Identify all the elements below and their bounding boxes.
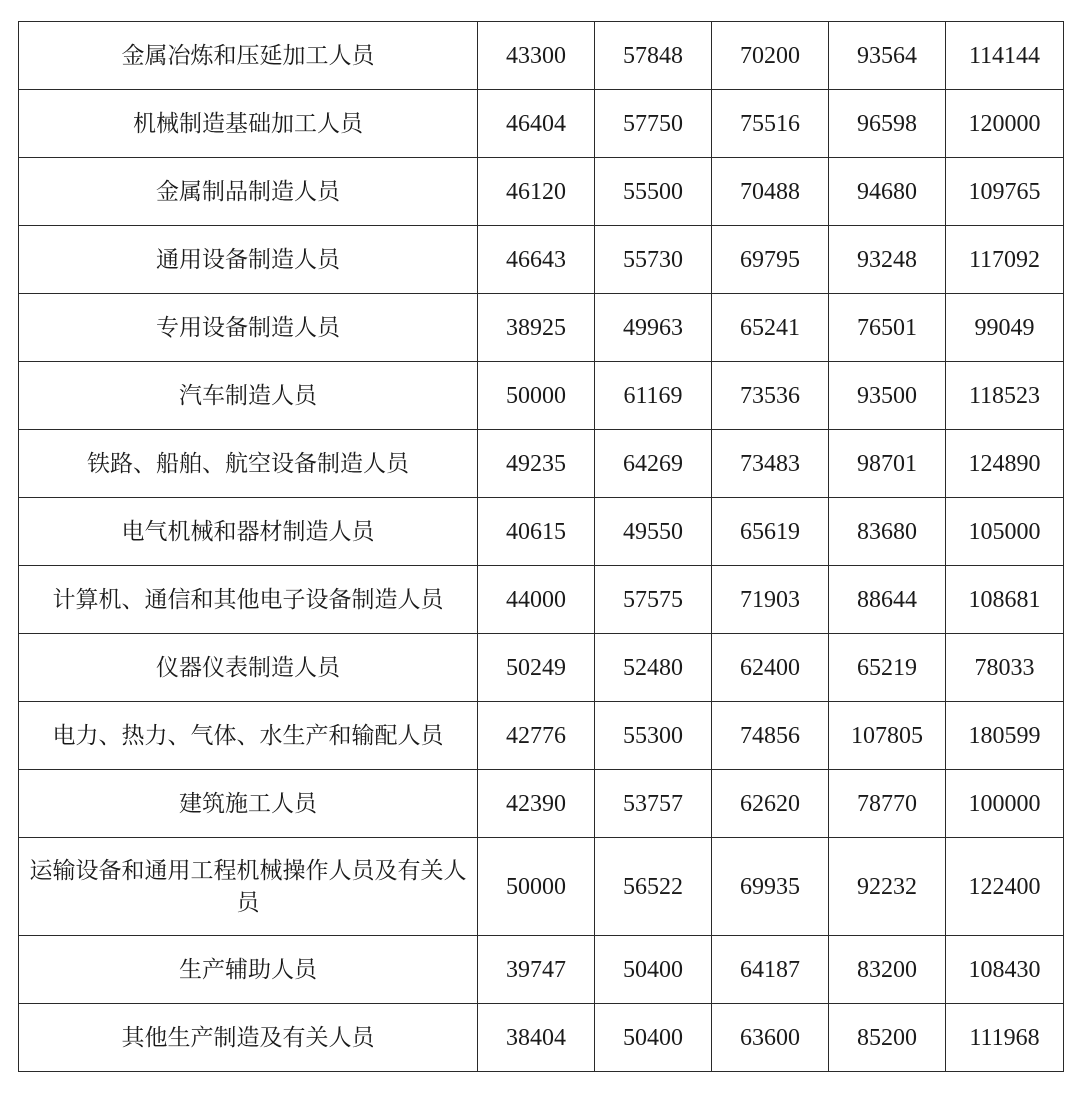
- value-cell: 50400: [595, 936, 712, 1004]
- value-cell: 109765: [946, 158, 1064, 226]
- value-cell: 42776: [478, 702, 595, 770]
- value-cell: 57848: [595, 22, 712, 90]
- value-cell: 55300: [595, 702, 712, 770]
- value-cell: 64269: [595, 430, 712, 498]
- value-cell: 99049: [946, 294, 1064, 362]
- value-cell: 70488: [712, 158, 829, 226]
- occupation-cell: 电气机械和器材制造人员: [19, 498, 478, 566]
- table-row: [19, 838, 1064, 936]
- value-cell: 83200: [829, 936, 946, 1004]
- value-cell: 38404: [478, 1004, 595, 1072]
- value-cell: 46643: [478, 226, 595, 294]
- value-cell: 65241: [712, 294, 829, 362]
- value-cell: 56522: [595, 838, 712, 936]
- value-cell: 55730: [595, 226, 712, 294]
- table-row: [19, 936, 1064, 1004]
- occupation-cell: 通用设备制造人员: [19, 226, 478, 294]
- table-row: [19, 22, 1064, 90]
- value-cell: 93248: [829, 226, 946, 294]
- value-cell: 76501: [829, 294, 946, 362]
- value-cell: 69795: [712, 226, 829, 294]
- value-cell: 62620: [712, 770, 829, 838]
- value-cell: 69935: [712, 838, 829, 936]
- value-cell: 75516: [712, 90, 829, 158]
- value-cell: 120000: [946, 90, 1064, 158]
- value-cell: 94680: [829, 158, 946, 226]
- value-cell: 111968: [946, 1004, 1064, 1072]
- value-cell: 63600: [712, 1004, 829, 1072]
- occupation-cell: 仪器仪表制造人员: [19, 634, 478, 702]
- value-cell: 55500: [595, 158, 712, 226]
- table-row: [19, 294, 1064, 362]
- value-cell: 50000: [478, 838, 595, 936]
- value-cell: 122400: [946, 838, 1064, 936]
- value-cell: 70200: [712, 22, 829, 90]
- value-cell: 92232: [829, 838, 946, 936]
- occupation-cell: 汽车制造人员: [19, 362, 478, 430]
- value-cell: 43300: [478, 22, 595, 90]
- value-cell: 39747: [478, 936, 595, 1004]
- occupation-cell: 铁路、船舶、航空设备制造人员: [19, 430, 478, 498]
- occupation-cell: 计算机、通信和其他电子设备制造人员: [19, 566, 478, 634]
- value-cell: 49235: [478, 430, 595, 498]
- value-cell: 46120: [478, 158, 595, 226]
- occupation-cell: 机械制造基础加工人员: [19, 90, 478, 158]
- value-cell: 74856: [712, 702, 829, 770]
- value-cell: 98701: [829, 430, 946, 498]
- value-cell: 78033: [946, 634, 1064, 702]
- table-row: [19, 362, 1064, 430]
- value-cell: 180599: [946, 702, 1064, 770]
- value-cell: 100000: [946, 770, 1064, 838]
- value-cell: 93500: [829, 362, 946, 430]
- value-cell: 44000: [478, 566, 595, 634]
- value-cell: 124890: [946, 430, 1064, 498]
- value-cell: 61169: [595, 362, 712, 430]
- value-cell: 88644: [829, 566, 946, 634]
- table-row: [19, 226, 1064, 294]
- occupation-cell: 金属制品制造人员: [19, 158, 478, 226]
- value-cell: 50000: [478, 362, 595, 430]
- occupation-cell: 电力、热力、气体、水生产和输配人员: [19, 702, 478, 770]
- table-row: [19, 566, 1064, 634]
- value-cell: 85200: [829, 1004, 946, 1072]
- value-cell: 50249: [478, 634, 595, 702]
- value-cell: 38925: [478, 294, 595, 362]
- value-cell: 73483: [712, 430, 829, 498]
- occupation-cell: 金属冶炼和压延加工人员: [19, 22, 478, 90]
- value-cell: 57750: [595, 90, 712, 158]
- value-cell: 49963: [595, 294, 712, 362]
- value-cell: 83680: [829, 498, 946, 566]
- table-row: [19, 1004, 1064, 1072]
- value-cell: 107805: [829, 702, 946, 770]
- occupation-cell: 专用设备制造人员: [19, 294, 478, 362]
- value-cell: 78770: [829, 770, 946, 838]
- value-cell: 46404: [478, 90, 595, 158]
- value-cell: 49550: [595, 498, 712, 566]
- occupation-cell: 建筑施工人员: [19, 770, 478, 838]
- value-cell: 96598: [829, 90, 946, 158]
- occupation-cell: 运输设备和通用工程机械操作人员及有关人员: [19, 838, 478, 936]
- value-cell: 64187: [712, 936, 829, 1004]
- table-row: [19, 498, 1064, 566]
- table-row: [19, 770, 1064, 838]
- value-cell: 53757: [595, 770, 712, 838]
- value-cell: 62400: [712, 634, 829, 702]
- table-row: [19, 90, 1064, 158]
- wage-table: [18, 21, 1064, 1072]
- value-cell: 52480: [595, 634, 712, 702]
- table-row: [19, 702, 1064, 770]
- value-cell: 65619: [712, 498, 829, 566]
- occupation-cell: 其他生产制造及有关人员: [19, 1004, 478, 1072]
- table-row: [19, 158, 1064, 226]
- value-cell: 108430: [946, 936, 1064, 1004]
- value-cell: 114144: [946, 22, 1064, 90]
- value-cell: 65219: [829, 634, 946, 702]
- table-row: [19, 430, 1064, 498]
- value-cell: 105000: [946, 498, 1064, 566]
- value-cell: 93564: [829, 22, 946, 90]
- occupation-cell: 生产辅助人员: [19, 936, 478, 1004]
- value-cell: 118523: [946, 362, 1064, 430]
- value-cell: 50400: [595, 1004, 712, 1072]
- value-cell: 117092: [946, 226, 1064, 294]
- value-cell: 71903: [712, 566, 829, 634]
- value-cell: 108681: [946, 566, 1064, 634]
- value-cell: 42390: [478, 770, 595, 838]
- table-body: [19, 22, 1064, 1072]
- value-cell: 57575: [595, 566, 712, 634]
- value-cell: 40615: [478, 498, 595, 566]
- value-cell: 73536: [712, 362, 829, 430]
- table-row: [19, 634, 1064, 702]
